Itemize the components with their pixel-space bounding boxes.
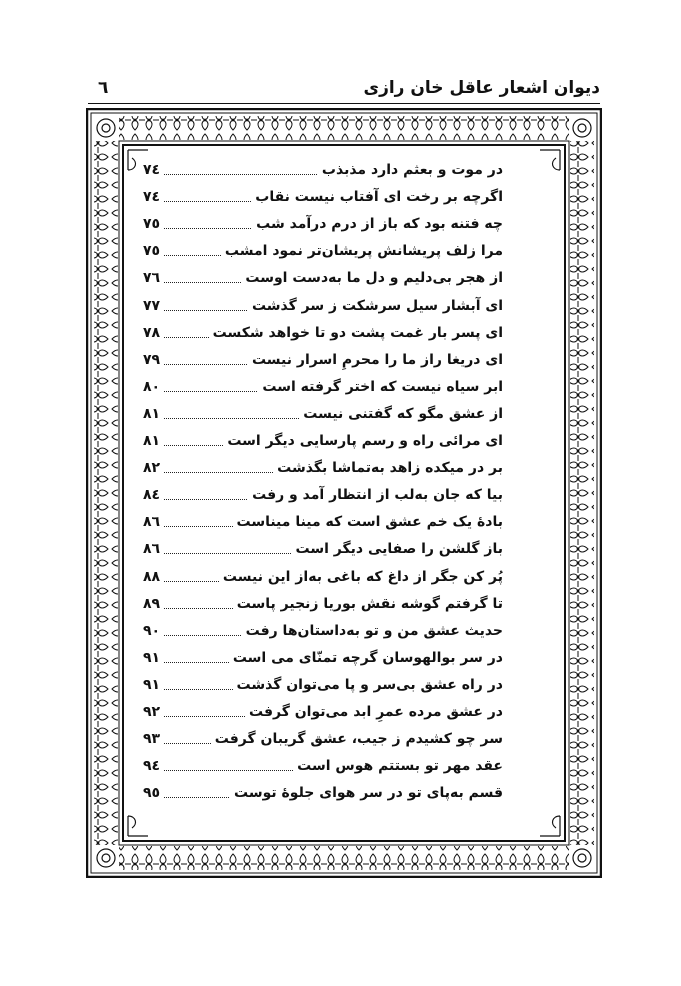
poem-page-number: ٩٠	[143, 623, 164, 639]
poem-page-number: ٨٤	[143, 487, 164, 503]
list-item	[143, 780, 503, 807]
header-rule	[88, 103, 600, 104]
list-item	[143, 292, 503, 319]
poem-title: پُر کن جگر از داغ که باغی به‌از این نیست	[219, 569, 503, 585]
poem-title: در موت و بعثم دارد مذبذب	[318, 162, 503, 178]
poem-page-number: ٧٦	[143, 270, 164, 286]
list-item	[143, 428, 503, 455]
poem-title: ای آبشار سیل سرشکت ز سر گذشت	[248, 298, 503, 314]
list-item	[143, 401, 503, 428]
list-item	[143, 645, 503, 672]
list-item	[143, 509, 503, 536]
poem-title: حدیث عشق من و تو به‌داستان‌ها رفت	[242, 623, 503, 639]
list-item	[143, 672, 503, 699]
poem-title: از عشق مگو که گفتنی نیست	[299, 406, 503, 422]
poem-page-number: ٨٨	[143, 569, 164, 585]
list-item	[143, 157, 503, 184]
poem-page-number: ٨١	[143, 433, 164, 449]
poem-title: قسم به‌پای تو در سر هوای جلوهٔ توست	[230, 785, 503, 801]
book-title: دیوان اشعار عاقل خان رازی	[363, 78, 600, 98]
list-item	[143, 726, 503, 753]
poem-page-number: ٩٢	[143, 704, 164, 720]
table-of-contents	[143, 157, 503, 807]
poem-page-number: ٨٦	[143, 514, 164, 530]
poem-title: ای دریغا راز ما را محرمِ اسرار نیست	[248, 352, 503, 368]
poem-page-number: ٨٢	[143, 460, 164, 476]
poem-title: در عشق مرده عمرِ ابد می‌توان گرفت	[245, 704, 503, 720]
poem-title: تا گرفتم گوشه نقش بوریا زنجیر پاست	[233, 596, 503, 612]
poem-title: ابر سیاه نیست که اختر گرفته است	[258, 379, 503, 395]
poem-page-number: ٩١	[143, 677, 164, 693]
poem-title: بیا که جان به‌لب از انتظار آمد و رفت	[248, 487, 503, 503]
list-item	[143, 699, 503, 726]
list-item	[143, 591, 503, 618]
list-item	[143, 238, 503, 265]
poem-page-number: ٨٦	[143, 541, 164, 557]
poem-title: در راه عشق بی‌سر و پا می‌توان گذشت	[233, 677, 503, 693]
poem-title: از هجر بی‌دلیم و دل ما به‌دست اوست	[241, 270, 503, 286]
poem-page-number: ٩٣	[143, 731, 164, 747]
poem-title: اگرچه بر رخت ای آفتاب نیست نقاب	[251, 189, 503, 205]
page-number: ٦	[98, 78, 109, 98]
poem-page-number: ٧٩	[143, 352, 164, 368]
list-item	[143, 563, 503, 590]
poem-page-number: ٧٨	[143, 325, 164, 341]
list-item	[143, 265, 503, 292]
poem-title: چه فتنه بود که باز از درم درآمد شب	[252, 216, 503, 232]
poem-title: بر در میکده زاهد به‌تماشا بگذشت	[273, 460, 503, 476]
poem-title: در سر بوالهوسان گرچه تمنّای می است	[229, 650, 503, 666]
poem-page-number: ٨٠	[143, 379, 164, 395]
poem-title: بادهٔ یک خم عشق است که مینا میناست	[233, 514, 504, 530]
running-header	[88, 78, 600, 102]
poem-title: باز گلشن را صفایی دیگر است	[292, 541, 503, 557]
list-item	[143, 618, 503, 645]
poem-title: عقد مهر تو بستتم هوس است	[293, 758, 503, 774]
poem-page-number: ٩٤	[143, 758, 164, 774]
poem-page-number: ٧٧	[143, 298, 164, 314]
poem-title: ای مرائی راه و رسم پارسایی دیگر است	[223, 433, 503, 449]
poem-page-number: ٧٥	[143, 243, 164, 259]
list-item	[143, 482, 503, 509]
poem-title: مرا زلف پریشانش پریشان‌تر نمود امشب	[221, 243, 503, 259]
poem-title: سر چو کشیدم ز جیب، عشق گریبان گرفت	[211, 731, 503, 747]
list-item	[143, 536, 503, 563]
list-item	[143, 320, 503, 347]
poem-page-number: ٧٥	[143, 216, 164, 232]
poem-page-number: ٧٤	[143, 189, 164, 205]
list-item	[143, 374, 503, 401]
poem-page-number: ٨٩	[143, 596, 164, 612]
poem-title: ای پسر بار غمت پشت دو تا خواهد شکست	[209, 325, 503, 341]
poem-page-number: ٧٤	[143, 162, 164, 178]
list-item	[143, 455, 503, 482]
poem-page-number: ٨١	[143, 406, 164, 422]
poem-page-number: ٩٥	[143, 785, 164, 801]
poem-page-number: ٩١	[143, 650, 164, 666]
list-item	[143, 347, 503, 374]
list-item	[143, 184, 503, 211]
list-item	[143, 753, 503, 780]
list-item	[143, 211, 503, 238]
